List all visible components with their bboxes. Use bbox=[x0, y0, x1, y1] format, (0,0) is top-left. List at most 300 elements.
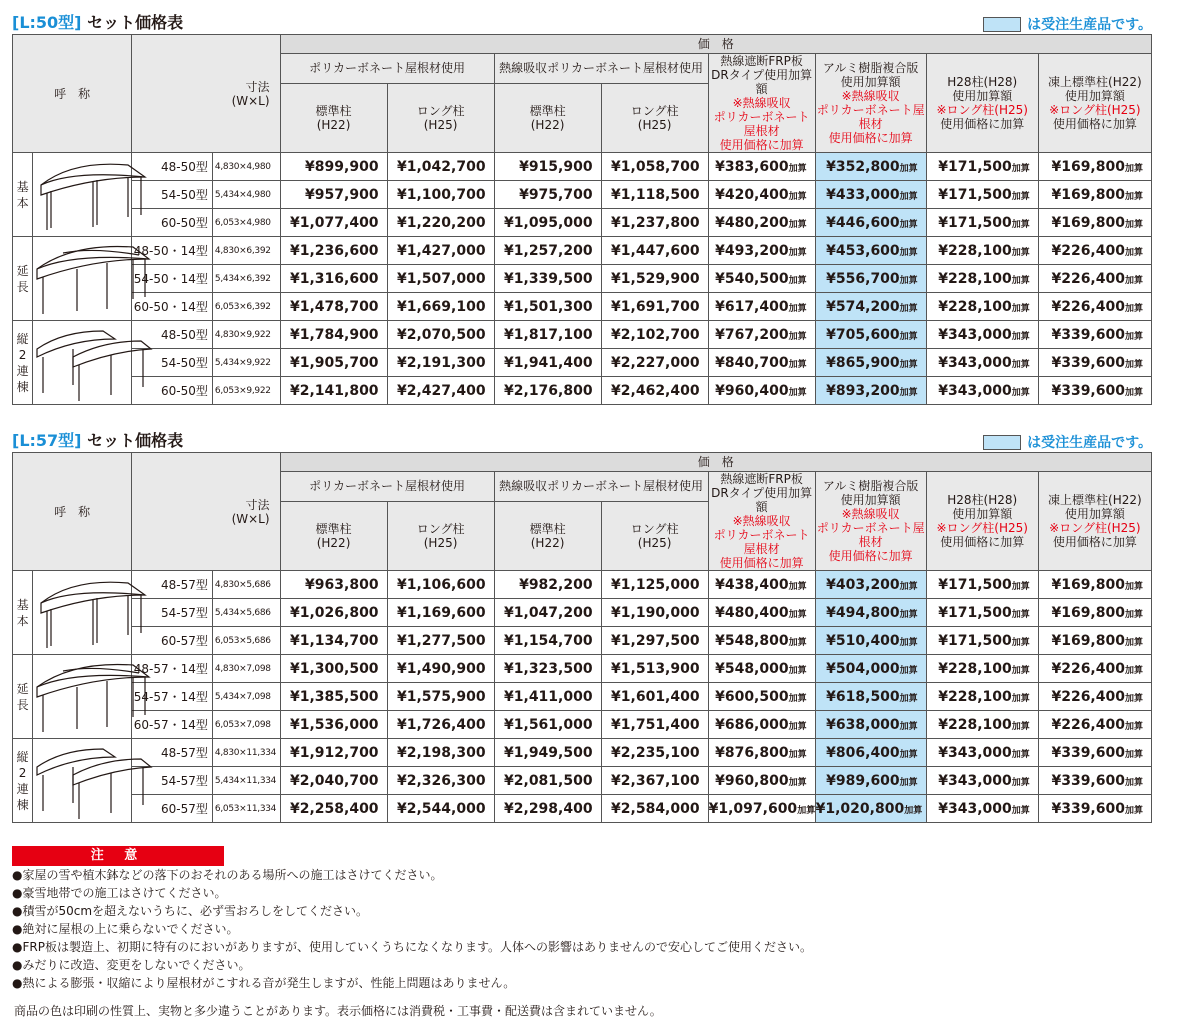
price-table bbox=[12, 34, 1152, 405]
price-heat-std: ¥1,154,700 bbox=[494, 627, 601, 655]
model-name: 48-57型 bbox=[132, 739, 213, 767]
header-heat-long-post: ロング柱 (H25) bbox=[601, 501, 708, 570]
notice-item: ●家屋の雪や植木鉢などの落下のおそれのある場所への施工はさけてください。 bbox=[12, 868, 443, 882]
add-suffix: 加算 bbox=[1124, 303, 1143, 314]
price-frost-add: ¥339,600加算 bbox=[1038, 377, 1151, 405]
add-suffix: 加算 bbox=[899, 303, 918, 314]
add-suffix: 加算 bbox=[1011, 387, 1030, 398]
legend-swatch bbox=[983, 435, 1021, 450]
add-suffix: 加算 bbox=[1124, 693, 1143, 704]
carport-illustration bbox=[33, 739, 132, 823]
dimensions: 6,053×7,098 bbox=[212, 711, 280, 739]
price-heat-long: ¥1,125,000 bbox=[601, 571, 708, 599]
header-price: 価 格 bbox=[280, 35, 1151, 54]
title-bracket: [L:50型] bbox=[12, 13, 82, 32]
table-title bbox=[12, 10, 183, 33]
price-h28-add: ¥171,500加算 bbox=[926, 599, 1038, 627]
price-poly-long: ¥2,544,000 bbox=[387, 795, 494, 823]
add-suffix: 加算 bbox=[1124, 387, 1143, 398]
price-frost-add: ¥339,600加算 bbox=[1038, 795, 1151, 823]
model-name: 54-50型 bbox=[132, 349, 213, 377]
table-row bbox=[13, 181, 1152, 209]
model-name: 60-50型 bbox=[132, 377, 213, 405]
price-poly-long: ¥2,070,500 bbox=[387, 321, 494, 349]
price-alumi-add: ¥574,200加算 bbox=[815, 293, 926, 321]
add-suffix: 加算 bbox=[788, 163, 807, 174]
add-suffix: 加算 bbox=[1124, 609, 1143, 620]
add-suffix: 加算 bbox=[1011, 219, 1030, 230]
header-alumi: アルミ樹脂複合版 使用加算額 ※熱線吸収 ポリカーボネート屋根材 使用価格に加算 bbox=[815, 54, 926, 153]
price-heat-std: ¥915,900 bbox=[494, 153, 601, 181]
header-frp: 熱線遮断FRP板 DRタイプ使用加算額 ※熱線吸収 ポリカーボネート屋根材 使用価格に加算 bbox=[708, 472, 815, 571]
price-alumi-add: ¥705,600加算 bbox=[815, 321, 926, 349]
header-alumi: アルミ樹脂複合版 使用加算額 ※熱線吸収 ポリカーボネート屋根材 使用価格に加算 bbox=[815, 472, 926, 571]
dimensions: 4,830×9,922 bbox=[212, 321, 280, 349]
price-heat-std: ¥982,200 bbox=[494, 571, 601, 599]
table-row bbox=[13, 739, 1152, 767]
add-suffix: 加算 bbox=[788, 609, 807, 620]
price-frost-add: ¥169,800加算 bbox=[1038, 209, 1151, 237]
add-suffix: 加算 bbox=[1124, 219, 1143, 230]
add-suffix: 加算 bbox=[1124, 359, 1143, 370]
notice-item: ●絶対に屋根の上に乗らないでください。 bbox=[12, 922, 239, 936]
header-frp: 熱線遮断FRP板 DRタイプ使用加算額 ※熱線吸収 ポリカーボネート屋根材 使用価格に加算 bbox=[708, 54, 815, 153]
dimensions: 4,830×4,980 bbox=[212, 153, 280, 181]
add-suffix: 加算 bbox=[899, 331, 918, 342]
price-heat-long: ¥1,297,500 bbox=[601, 627, 708, 655]
price-frp-add: ¥420,400加算 bbox=[708, 181, 815, 209]
table-row bbox=[13, 795, 1152, 823]
header-heat: 熱線吸収ポリカーボネート屋根材使用 bbox=[494, 54, 708, 84]
add-suffix: 加算 bbox=[899, 163, 918, 174]
price-alumi-add: ¥403,200加算 bbox=[815, 571, 926, 599]
price-heat-std: ¥1,323,500 bbox=[494, 655, 601, 683]
add-suffix: 加算 bbox=[788, 637, 807, 648]
price-frost-add: ¥226,400加算 bbox=[1038, 655, 1151, 683]
price-heat-std: ¥1,941,400 bbox=[494, 349, 601, 377]
dimensions: 6,053×9,922 bbox=[212, 377, 280, 405]
price-table-section-2 bbox=[12, 428, 1152, 828]
price-heat-long: ¥1,190,000 bbox=[601, 599, 708, 627]
title-text: セット価格表 bbox=[87, 431, 184, 450]
footer-note: 商品の色は印刷の性質上、実物と多少違うことがあります。表示価格には消費税・工事費・配送費は含まれていません。 bbox=[14, 1004, 662, 1018]
price-h28-add: ¥343,000加算 bbox=[926, 321, 1038, 349]
model-name: 48-50型 bbox=[132, 153, 213, 181]
price-h28-add: ¥228,100加算 bbox=[926, 683, 1038, 711]
add-suffix: 加算 bbox=[788, 331, 807, 342]
price-poly-std: ¥957,900 bbox=[280, 181, 387, 209]
price-heat-std: ¥1,817,100 bbox=[494, 321, 601, 349]
price-table bbox=[12, 452, 1152, 823]
notice-title: 注 意 bbox=[12, 846, 224, 866]
price-poly-long: ¥1,507,000 bbox=[387, 265, 494, 293]
add-suffix: 加算 bbox=[899, 359, 918, 370]
add-suffix: 加算 bbox=[899, 191, 918, 202]
carport-illustration-icon bbox=[33, 657, 153, 737]
header-long-post: ロング柱 (H25) bbox=[387, 83, 494, 152]
add-suffix: 加算 bbox=[1124, 191, 1143, 202]
add-suffix: 加算 bbox=[788, 665, 807, 676]
header-frost: 凍上標準柱(H22) 使用加算額 ※ロング柱(H25) 使用価格に加算 bbox=[1038, 472, 1151, 571]
add-suffix: 加算 bbox=[899, 693, 918, 704]
price-h28-add: ¥171,500加算 bbox=[926, 627, 1038, 655]
price-poly-std: ¥1,784,900 bbox=[280, 321, 387, 349]
add-suffix: 加算 bbox=[1124, 247, 1143, 258]
price-poly-std: ¥963,800 bbox=[280, 571, 387, 599]
add-suffix: 加算 bbox=[1124, 749, 1143, 760]
price-alumi-add: ¥1,020,800加算 bbox=[815, 795, 926, 823]
add-suffix: 加算 bbox=[1011, 665, 1030, 676]
price-alumi-add: ¥556,700加算 bbox=[815, 265, 926, 293]
price-frost-add: ¥226,400加算 bbox=[1038, 265, 1151, 293]
price-poly-std: ¥1,077,400 bbox=[280, 209, 387, 237]
model-name: 54-50・14型 bbox=[132, 265, 213, 293]
add-suffix: 加算 bbox=[1124, 275, 1143, 286]
price-poly-std: ¥899,900 bbox=[280, 153, 387, 181]
price-h28-add: ¥228,100加算 bbox=[926, 237, 1038, 265]
price-poly-long: ¥1,277,500 bbox=[387, 627, 494, 655]
header-heat-std-post: 標準柱 (H22) bbox=[494, 83, 601, 152]
add-suffix: 加算 bbox=[1011, 693, 1030, 704]
add-suffix: 加算 bbox=[788, 275, 807, 286]
price-alumi-add: ¥865,900加算 bbox=[815, 349, 926, 377]
model-name: 60-50型 bbox=[132, 209, 213, 237]
price-poly-std: ¥1,134,700 bbox=[280, 627, 387, 655]
price-alumi-add: ¥433,000加算 bbox=[815, 181, 926, 209]
title-text: セット価格表 bbox=[87, 13, 184, 32]
add-suffix: 加算 bbox=[797, 805, 816, 816]
add-suffix: 加算 bbox=[1011, 749, 1030, 760]
group-label: 延 長 bbox=[13, 655, 33, 739]
add-suffix: 加算 bbox=[1011, 637, 1030, 648]
dimensions: 5,434×11,334 bbox=[212, 767, 280, 795]
price-frp-add: ¥600,500加算 bbox=[708, 683, 815, 711]
price-poly-long: ¥2,427,400 bbox=[387, 377, 494, 405]
add-suffix: 加算 bbox=[899, 219, 918, 230]
notice-item: ●みだりに改造、変更をしないでください。 bbox=[12, 958, 251, 972]
add-suffix: 加算 bbox=[788, 359, 807, 370]
add-suffix: 加算 bbox=[1011, 581, 1030, 592]
add-suffix: 加算 bbox=[788, 721, 807, 732]
notice-item: ●豪雪地帯での施工はさけてください。 bbox=[12, 886, 227, 900]
add-suffix: 加算 bbox=[1124, 331, 1143, 342]
price-heat-long: ¥1,447,600 bbox=[601, 237, 708, 265]
dimensions: 6,053×5,686 bbox=[212, 627, 280, 655]
price-heat-long: ¥2,102,700 bbox=[601, 321, 708, 349]
carport-illustration-icon bbox=[33, 573, 153, 653]
header-poly: ポリカーボネート屋根材使用 bbox=[280, 472, 494, 502]
add-suffix: 加算 bbox=[1011, 275, 1030, 286]
header-h28: H28柱(H28) 使用加算額 ※ロング柱(H25) 使用価格に加算 bbox=[926, 472, 1038, 571]
carport-illustration bbox=[33, 321, 132, 405]
model-name: 54-50型 bbox=[132, 181, 213, 209]
price-poly-long: ¥1,042,700 bbox=[387, 153, 494, 181]
price-heat-long: ¥1,513,900 bbox=[601, 655, 708, 683]
price-frp-add: ¥617,400加算 bbox=[708, 293, 815, 321]
price-h28-add: ¥171,500加算 bbox=[926, 571, 1038, 599]
price-poly-std: ¥1,385,500 bbox=[280, 683, 387, 711]
notice-item: ●熱による膨張・収縮により屋根材がこすれる音が発生しますが、性能上問題はありません。 bbox=[12, 976, 516, 990]
add-suffix: 加算 bbox=[1124, 637, 1143, 648]
price-frp-add: ¥548,000加算 bbox=[708, 655, 815, 683]
add-suffix: 加算 bbox=[788, 693, 807, 704]
price-alumi-add: ¥806,400加算 bbox=[815, 739, 926, 767]
price-heat-std: ¥2,298,400 bbox=[494, 795, 601, 823]
add-suffix: 加算 bbox=[1011, 721, 1030, 732]
add-suffix: 加算 bbox=[899, 247, 918, 258]
price-poly-long: ¥1,427,000 bbox=[387, 237, 494, 265]
table-row bbox=[13, 655, 1152, 683]
header-long-post: ロング柱 (H25) bbox=[387, 501, 494, 570]
price-alumi-add: ¥510,400加算 bbox=[815, 627, 926, 655]
price-poly-std: ¥2,258,400 bbox=[280, 795, 387, 823]
price-heat-long: ¥1,691,700 bbox=[601, 293, 708, 321]
price-poly-long: ¥1,106,600 bbox=[387, 571, 494, 599]
price-heat-long: ¥2,235,100 bbox=[601, 739, 708, 767]
price-poly-std: ¥1,316,600 bbox=[280, 265, 387, 293]
dimensions: 5,434×6,392 bbox=[212, 265, 280, 293]
price-alumi-add: ¥638,000加算 bbox=[815, 711, 926, 739]
legend-label: は受注生産品です。 bbox=[1027, 435, 1152, 451]
add-suffix: 加算 bbox=[904, 805, 923, 816]
carport-illustration-icon bbox=[33, 741, 153, 821]
price-frost-add: ¥226,400加算 bbox=[1038, 711, 1151, 739]
dimensions: 4,830×7,098 bbox=[212, 655, 280, 683]
price-h28-add: ¥343,000加算 bbox=[926, 349, 1038, 377]
group-label: 基 本 bbox=[13, 153, 33, 237]
carport-illustration bbox=[33, 655, 132, 739]
add-suffix: 加算 bbox=[899, 777, 918, 788]
price-alumi-add: ¥618,500加算 bbox=[815, 683, 926, 711]
price-poly-std: ¥2,040,700 bbox=[280, 767, 387, 795]
add-suffix: 加算 bbox=[899, 721, 918, 732]
header-name: 呼 称 bbox=[13, 35, 132, 153]
table-row bbox=[13, 237, 1152, 265]
model-name: 48-57型 bbox=[132, 571, 213, 599]
price-frost-add: ¥339,600加算 bbox=[1038, 349, 1151, 377]
price-poly-long: ¥2,326,300 bbox=[387, 767, 494, 795]
price-heat-long: ¥2,584,000 bbox=[601, 795, 708, 823]
add-suffix: 加算 bbox=[1011, 609, 1030, 620]
price-frp-add: ¥480,200加算 bbox=[708, 209, 815, 237]
add-suffix: 加算 bbox=[788, 191, 807, 202]
price-h28-add: ¥228,100加算 bbox=[926, 265, 1038, 293]
price-poly-std: ¥1,478,700 bbox=[280, 293, 387, 321]
carport-illustration bbox=[33, 153, 132, 237]
price-heat-long: ¥1,237,800 bbox=[601, 209, 708, 237]
price-heat-long: ¥2,227,000 bbox=[601, 349, 708, 377]
price-table-section-1 bbox=[12, 10, 1152, 410]
table-row bbox=[13, 571, 1152, 599]
price-heat-std: ¥1,047,200 bbox=[494, 599, 601, 627]
price-poly-std: ¥1,300,500 bbox=[280, 655, 387, 683]
price-frost-add: ¥339,600加算 bbox=[1038, 321, 1151, 349]
price-heat-long: ¥2,367,100 bbox=[601, 767, 708, 795]
add-suffix: 加算 bbox=[899, 275, 918, 286]
add-suffix: 加算 bbox=[788, 749, 807, 760]
carport-illustration bbox=[33, 571, 132, 655]
price-poly-std: ¥2,141,800 bbox=[280, 377, 387, 405]
price-frp-add: ¥686,000加算 bbox=[708, 711, 815, 739]
price-heat-std: ¥1,949,500 bbox=[494, 739, 601, 767]
price-poly-std: ¥1,905,700 bbox=[280, 349, 387, 377]
dimensions: 5,434×5,686 bbox=[212, 599, 280, 627]
price-alumi-add: ¥504,000加算 bbox=[815, 655, 926, 683]
dimensions: 6,053×6,392 bbox=[212, 293, 280, 321]
title-bracket: [L:57型] bbox=[12, 431, 82, 450]
price-h28-add: ¥343,000加算 bbox=[926, 377, 1038, 405]
price-frp-add: ¥480,400加算 bbox=[708, 599, 815, 627]
notice-item: ●FRP板は製造上、初期に特有のにおいがありますが、使用していくうちになくなります。人体への影響はありませんので安心してご使用ください。 bbox=[12, 940, 812, 954]
header-size: 寸法 (W×L) bbox=[132, 453, 280, 571]
price-heat-std: ¥1,339,500 bbox=[494, 265, 601, 293]
price-h28-add: ¥171,500加算 bbox=[926, 153, 1038, 181]
table-row bbox=[13, 209, 1152, 237]
price-h28-add: ¥343,000加算 bbox=[926, 795, 1038, 823]
price-poly-long: ¥2,191,300 bbox=[387, 349, 494, 377]
price-heat-std: ¥1,257,200 bbox=[494, 237, 601, 265]
add-suffix: 加算 bbox=[1011, 331, 1030, 342]
price-poly-long: ¥1,490,900 bbox=[387, 655, 494, 683]
price-frost-add: ¥169,800加算 bbox=[1038, 181, 1151, 209]
price-heat-long: ¥1,601,400 bbox=[601, 683, 708, 711]
table-row bbox=[13, 377, 1152, 405]
dimensions: 5,434×4,980 bbox=[212, 181, 280, 209]
add-suffix: 加算 bbox=[1011, 777, 1030, 788]
price-frost-add: ¥169,800加算 bbox=[1038, 153, 1151, 181]
add-suffix: 加算 bbox=[1124, 163, 1143, 174]
price-heat-std: ¥2,081,500 bbox=[494, 767, 601, 795]
price-poly-std: ¥1,912,700 bbox=[280, 739, 387, 767]
dimensions: 5,434×9,922 bbox=[212, 349, 280, 377]
price-frost-add: ¥226,400加算 bbox=[1038, 293, 1151, 321]
notice-section bbox=[12, 846, 812, 992]
legend bbox=[983, 14, 1152, 34]
header-name: 呼 称 bbox=[13, 453, 132, 571]
model-name: 48-57・14型 bbox=[132, 655, 213, 683]
price-poly-long: ¥1,169,600 bbox=[387, 599, 494, 627]
price-h28-add: ¥228,100加算 bbox=[926, 711, 1038, 739]
table-row bbox=[13, 683, 1152, 711]
price-h28-add: ¥228,100加算 bbox=[926, 293, 1038, 321]
model-name: 60-57型 bbox=[132, 795, 213, 823]
dimensions: 6,053×11,334 bbox=[212, 795, 280, 823]
group-label: 基 本 bbox=[13, 571, 33, 655]
model-name: 60-57・14型 bbox=[132, 711, 213, 739]
price-heat-std: ¥1,411,000 bbox=[494, 683, 601, 711]
price-h28-add: ¥171,500加算 bbox=[926, 181, 1038, 209]
carport-illustration-icon bbox=[33, 239, 153, 319]
table-row bbox=[13, 627, 1152, 655]
price-heat-std: ¥975,700 bbox=[494, 181, 601, 209]
model-name: 54-57型 bbox=[132, 767, 213, 795]
price-heat-long: ¥1,751,400 bbox=[601, 711, 708, 739]
add-suffix: 加算 bbox=[1011, 359, 1030, 370]
price-frp-add: ¥840,700加算 bbox=[708, 349, 815, 377]
dimensions: 4,830×11,334 bbox=[212, 739, 280, 767]
model-name: 48-50・14型 bbox=[132, 237, 213, 265]
dimensions: 5,434×7,098 bbox=[212, 683, 280, 711]
group-label: 縦 2 連 棟 bbox=[13, 739, 33, 823]
price-frp-add: ¥438,400加算 bbox=[708, 571, 815, 599]
carport-illustration-icon bbox=[33, 155, 153, 235]
model-name: 60-50・14型 bbox=[132, 293, 213, 321]
add-suffix: 加算 bbox=[899, 387, 918, 398]
price-heat-long: ¥1,529,900 bbox=[601, 265, 708, 293]
add-suffix: 加算 bbox=[899, 637, 918, 648]
header-h28: H28柱(H28) 使用加算額 ※ロング柱(H25) 使用価格に加算 bbox=[926, 54, 1038, 153]
add-suffix: 加算 bbox=[899, 609, 918, 620]
legend-swatch bbox=[983, 17, 1021, 32]
price-frp-add: ¥876,800加算 bbox=[708, 739, 815, 767]
table-row bbox=[13, 349, 1152, 377]
price-heat-long: ¥2,462,400 bbox=[601, 377, 708, 405]
add-suffix: 加算 bbox=[788, 387, 807, 398]
add-suffix: 加算 bbox=[788, 581, 807, 592]
table-row bbox=[13, 153, 1152, 181]
add-suffix: 加算 bbox=[1011, 191, 1030, 202]
add-suffix: 加算 bbox=[1011, 805, 1030, 816]
table-row bbox=[13, 293, 1152, 321]
header-std-post: 標準柱 (H22) bbox=[280, 501, 387, 570]
add-suffix: 加算 bbox=[899, 581, 918, 592]
header-std-post: 標準柱 (H22) bbox=[280, 83, 387, 152]
price-poly-long: ¥1,726,400 bbox=[387, 711, 494, 739]
price-poly-long: ¥2,198,300 bbox=[387, 739, 494, 767]
price-h28-add: ¥228,100加算 bbox=[926, 655, 1038, 683]
price-alumi-add: ¥453,600加算 bbox=[815, 237, 926, 265]
price-heat-std: ¥1,561,000 bbox=[494, 711, 601, 739]
model-name: 54-57型 bbox=[132, 599, 213, 627]
header-price: 価 格 bbox=[280, 453, 1151, 472]
add-suffix: 加算 bbox=[1011, 163, 1030, 174]
add-suffix: 加算 bbox=[1124, 581, 1143, 592]
price-heat-std: ¥1,501,300 bbox=[494, 293, 601, 321]
price-poly-long: ¥1,669,100 bbox=[387, 293, 494, 321]
price-frp-add: ¥548,800加算 bbox=[708, 627, 815, 655]
price-poly-long: ¥1,220,200 bbox=[387, 209, 494, 237]
add-suffix: 加算 bbox=[899, 665, 918, 676]
dimensions: 6,053×4,980 bbox=[212, 209, 280, 237]
price-poly-std: ¥1,236,600 bbox=[280, 237, 387, 265]
price-frp-add: ¥960,800加算 bbox=[708, 767, 815, 795]
price-poly-long: ¥1,100,700 bbox=[387, 181, 494, 209]
add-suffix: 加算 bbox=[1124, 805, 1143, 816]
price-frp-add: ¥767,200加算 bbox=[708, 321, 815, 349]
price-alumi-add: ¥893,200加算 bbox=[815, 377, 926, 405]
dimensions: 4,830×5,686 bbox=[212, 571, 280, 599]
notice-item: ●積雪が50cmを超えないうちに、必ず雪おろしをしてください。 bbox=[12, 904, 369, 918]
carport-illustration-icon bbox=[33, 323, 153, 403]
table-row bbox=[13, 767, 1152, 795]
price-frp-add: ¥540,500加算 bbox=[708, 265, 815, 293]
price-poly-long: ¥1,575,900 bbox=[387, 683, 494, 711]
price-heat-long: ¥1,118,500 bbox=[601, 181, 708, 209]
add-suffix: 加算 bbox=[1124, 777, 1143, 788]
price-h28-add: ¥343,000加算 bbox=[926, 767, 1038, 795]
model-name: 54-57・14型 bbox=[132, 683, 213, 711]
legend-label: は受注生産品です。 bbox=[1027, 17, 1152, 33]
price-frost-add: ¥339,600加算 bbox=[1038, 767, 1151, 795]
price-alumi-add: ¥989,600加算 bbox=[815, 767, 926, 795]
price-alumi-add: ¥494,800加算 bbox=[815, 599, 926, 627]
add-suffix: 加算 bbox=[1124, 665, 1143, 676]
add-suffix: 加算 bbox=[1124, 721, 1143, 732]
carport-illustration bbox=[33, 237, 132, 321]
price-heat-std: ¥1,095,000 bbox=[494, 209, 601, 237]
header-heat-long-post: ロング柱 (H25) bbox=[601, 83, 708, 152]
price-heat-std: ¥2,176,800 bbox=[494, 377, 601, 405]
